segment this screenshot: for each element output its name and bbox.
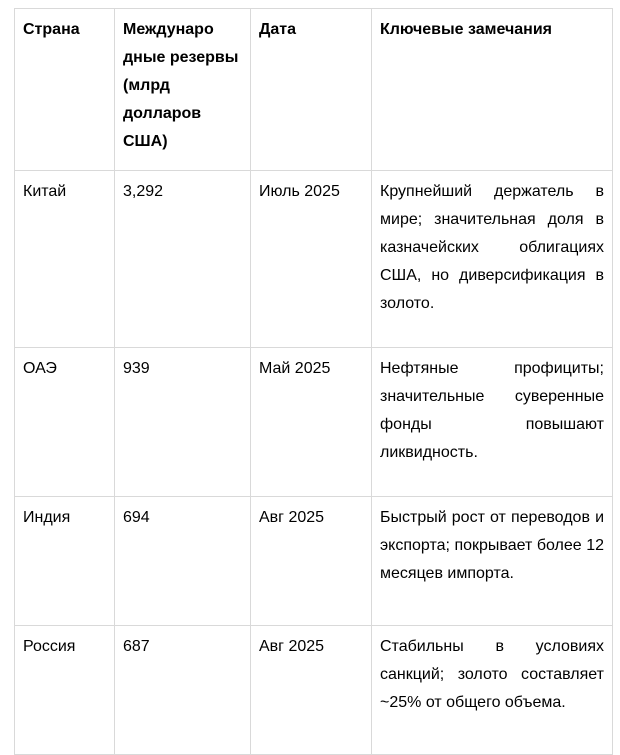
cell-date: Июль 2025 — [251, 171, 372, 348]
cell-date: Май 2025 — [251, 348, 372, 497]
cell-reserves: 687 — [115, 626, 251, 755]
header-reserves: Междунаро дные резервы (млрд долларов США) — [115, 9, 251, 171]
cell-country: ОАЭ — [15, 348, 115, 497]
cell-country: Китай — [15, 171, 115, 348]
table-header-row — [15, 9, 613, 171]
cell-notes: Нефтяные профициты; значительные суверенные фонды повышают ликвидность. — [372, 348, 613, 497]
cell-country: Россия — [15, 626, 115, 755]
cell-reserves: 939 — [115, 348, 251, 497]
cell-date: Авг 2025 — [251, 497, 372, 626]
cell-reserves: 694 — [115, 497, 251, 626]
cell-notes: Быстрый рост от переводов и экспорта; покрывает более 12 месяцев импорта. — [372, 497, 613, 626]
cell-date: Авг 2025 — [251, 626, 372, 755]
cell-reserves: 3,292 — [115, 171, 251, 348]
header-notes: Ключевые замечания — [372, 9, 613, 171]
table-row — [15, 171, 613, 348]
header-country: Страна — [15, 9, 115, 171]
cell-notes: Стабильны в условиях санкций; золото составляет ~25% от общего объема. — [372, 626, 613, 755]
table-row — [15, 626, 613, 755]
cell-notes: Крупнейший держатель в мире; значительная доля в казначейских облигациях США, но диверсификация в золото. — [372, 171, 613, 348]
reserves-table — [14, 8, 613, 755]
cell-country: Индия — [15, 497, 115, 626]
table-row — [15, 348, 613, 497]
table-row — [15, 497, 613, 626]
header-date: Дата — [251, 9, 372, 171]
